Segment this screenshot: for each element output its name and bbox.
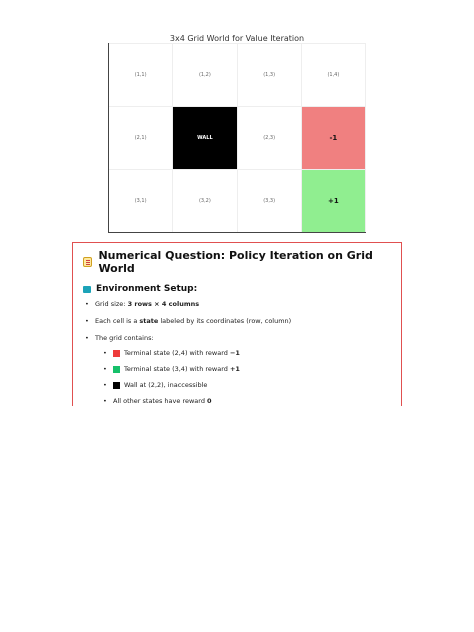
grid-cell: (3,3) [238, 169, 302, 232]
grid-cell: (1,1) [109, 43, 173, 106]
terminal-negative-cell: -1 [302, 106, 366, 169]
others-value: 0 [207, 397, 212, 405]
grid-cell: (2,3) [238, 106, 302, 169]
book-icon [83, 286, 91, 293]
terminal-pos-value: +1 [229, 365, 240, 373]
grid-cell: (1,3) [238, 43, 302, 106]
grid-cell: (3,2) [173, 169, 237, 232]
list-item [85, 334, 391, 405]
others-text: All other states have reward [113, 397, 208, 405]
list-item [103, 397, 391, 405]
memo-icon [83, 257, 92, 267]
wall-text: • Wall at (2,2), inaccessible [124, 381, 208, 389]
card-header [83, 249, 391, 275]
section-header [83, 284, 391, 294]
cell-bold: state [139, 317, 159, 325]
list-item [85, 300, 391, 308]
grid-cell: (1,2) [173, 43, 237, 106]
section-title: Environment Setup: [96, 284, 198, 294]
grid-cell: (1,4) [302, 43, 366, 106]
black-square-icon [113, 382, 120, 389]
grid-size-label: Grid size: [95, 300, 128, 308]
list-item [103, 381, 391, 389]
grid-world [108, 43, 366, 233]
terminal-pos-text: Terminal state (3,4) with reward [124, 365, 230, 373]
list-item [103, 349, 391, 357]
grid-title: 3x4 Grid World for Value Iteration [169, 34, 305, 43]
red-square-icon [113, 350, 120, 357]
grid-cell: (3,1) [109, 169, 173, 232]
green-square-icon [113, 366, 120, 373]
grid-size-value: 3 rows × 4 columns [127, 300, 200, 308]
list-item [103, 365, 391, 373]
list-item [85, 317, 391, 325]
terminal-neg-text: Terminal state (2,4) with reward [124, 349, 230, 357]
terminal-neg-value: −1 [229, 349, 240, 357]
grid-contains-label: The grid contains: [95, 334, 154, 342]
grid-cell: (2,1) [109, 106, 173, 169]
card-title: Numerical Question: Policy Iteration on Grid World [98, 249, 373, 275]
setup-list [85, 300, 391, 405]
wall-cell: WALL [173, 106, 237, 169]
terminal-positive-cell: +1 [302, 169, 366, 232]
cell-suffix: labeled by its coordinates (row, column) [158, 317, 292, 325]
question-card [72, 242, 402, 406]
cell-prefix: Each cell is a [95, 317, 140, 325]
contents-list [103, 349, 391, 405]
